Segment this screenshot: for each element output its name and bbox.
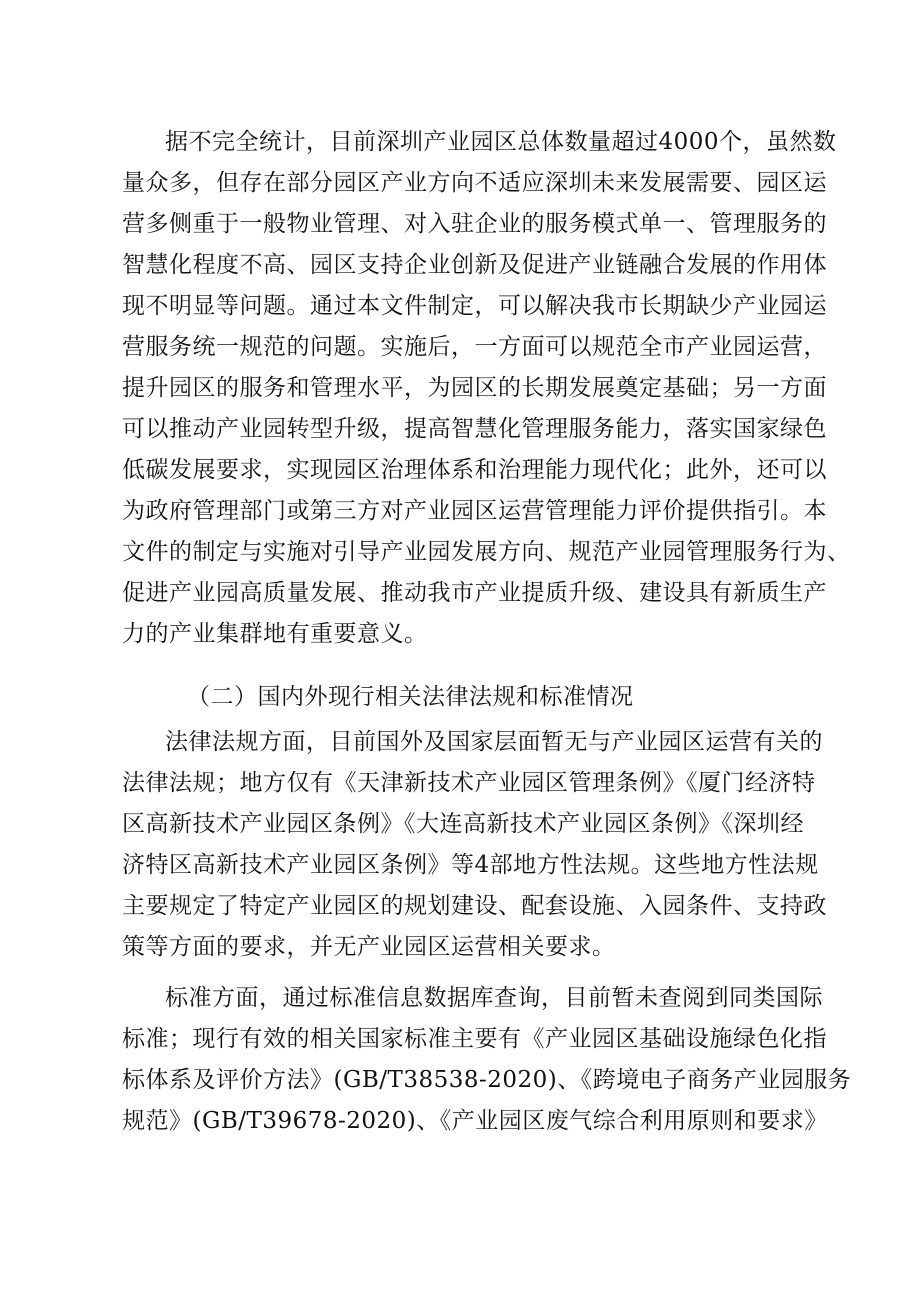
paragraph-1-line-12: 促进产业园高质量发展、推动我市产业提质升级、建设具有新质生产 bbox=[122, 580, 827, 606]
paragraph-3-line-3: 标体系及评价方法》(GB/T38538-2020)、《跨境电子商务产业园服务 bbox=[122, 1067, 852, 1093]
paragraph-3-line-2: 标准；现行有效的相关国家标准主要有《产业园区基础设施绿色化指 bbox=[122, 1026, 827, 1052]
paragraph-1-line-10: 为政府管理部门或第三方对产业园区运营管理能力评价提供指引。本 bbox=[122, 498, 827, 524]
paragraph-2-line-6: 策等方面的要求，并无产业园区运营相关要求。 bbox=[122, 934, 616, 960]
paragraph-2-line-5: 主要规定了特定产业园区的规划建设、配套设施、入园条件、支持政 bbox=[122, 893, 827, 919]
paragraph-1-line-4: 智慧化程度不高、园区支持企业创新及促进产业链融合发展的作用体 bbox=[122, 252, 827, 278]
paragraph-1-line-2: 量众多，但存在部分园区产业方向不适应深圳未来发展需要、园区运 bbox=[122, 170, 827, 196]
paragraph-3-line-4: 规范》(GB/T39678-2020)、《产业园区废气综合利用原则和要求》 bbox=[122, 1108, 828, 1134]
paragraph-2-line-4: 济特区高新技术产业园区条例》等4部地方性法规。这些地方性法规 bbox=[122, 852, 819, 878]
paragraph-1-line-5: 现不明显等问题。通过本文件制定，可以解决我市长期缺少产业园运 bbox=[122, 293, 827, 319]
paragraph-3-line-1: 标准方面，通过标准信息数据库查询，目前暂未查阅到同类国际 bbox=[165, 985, 823, 1011]
paragraph-1-line-7: 提升园区的服务和管理水平，为园区的长期发展奠定基础；另一方面 bbox=[122, 375, 827, 401]
paragraph-1-line-13: 力的产业集群地有重要意义。 bbox=[122, 621, 428, 647]
paragraph-1-line-1: 据不完全统计，目前深圳产业园区总体数量超过4000个，虽然数 bbox=[165, 129, 837, 155]
paragraph-1-line-11: 文件的制定与实施对引导产业园发展方向、规范产业园管理服务行为、 bbox=[122, 539, 851, 565]
paragraph-1-line-6: 营服务统一规范的问题。实施后，一方面可以规范全市产业园运营， bbox=[122, 334, 827, 360]
paragraph-1-line-8: 可以推动产业园转型升级，提高智慧化管理服务能力，落实国家绿色 bbox=[122, 416, 827, 442]
paragraph-1-line-9: 低碳发展要求，实现园区治理体系和治理能力现代化；此外，还可以 bbox=[122, 457, 827, 483]
section-heading: （二）国内外现行相关法律法规和标准情况 bbox=[187, 684, 634, 710]
paragraph-2-line-2: 法律法规；地方仅有《天津新技术产业园区管理条例》《厦门经济特 bbox=[122, 770, 816, 796]
paragraph-2-line-3: 区高新技术产业园区条例》《大连高新技术产业园区条例》《深圳经 bbox=[122, 811, 804, 837]
paragraph-2-line-1: 法律法规方面，目前国外及国家层面暂无与产业园区运营有关的 bbox=[165, 729, 823, 755]
paragraph-1-line-3: 营多侧重于一般物业管理、对入驻企业的服务模式单一、管理服务的 bbox=[122, 211, 827, 237]
